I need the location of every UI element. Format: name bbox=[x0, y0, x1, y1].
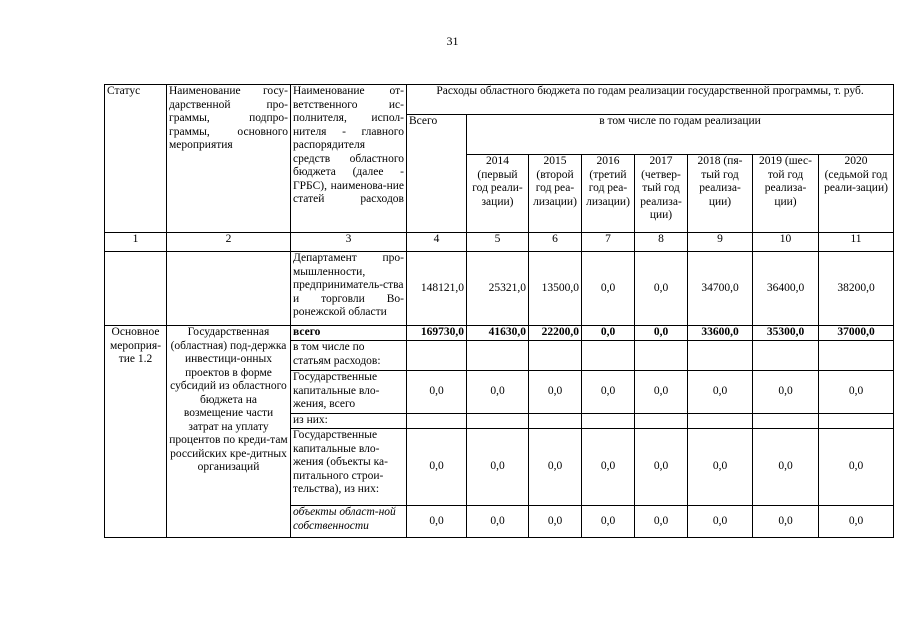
value-cell: 36400,0 bbox=[753, 252, 819, 326]
row-label: всего bbox=[291, 326, 407, 341]
value-cell bbox=[819, 414, 894, 429]
value-cell: 0,0 bbox=[635, 252, 688, 326]
header-year: 2015 (второй год реа-лизации) bbox=[529, 155, 582, 233]
value-cell: 0,0 bbox=[407, 506, 467, 538]
column-number: 8 bbox=[635, 233, 688, 252]
column-number: 11 bbox=[819, 233, 894, 252]
value-cell: 13500,0 bbox=[529, 252, 582, 326]
header-year: 2016 (третий год реа-лизации) bbox=[582, 155, 635, 233]
value-cell: 0,0 bbox=[819, 506, 894, 538]
column-number: 2 bbox=[167, 233, 291, 252]
value-cell: 0,0 bbox=[467, 429, 529, 506]
value-cell bbox=[582, 414, 635, 429]
value-cell: 0,0 bbox=[467, 506, 529, 538]
value-cell bbox=[407, 414, 467, 429]
header-program: Наименование госу-дарственной про-граммы, подпро-граммы, основного мероприятия bbox=[167, 85, 291, 233]
value-cell bbox=[819, 341, 894, 371]
value-cell: 38200,0 bbox=[819, 252, 894, 326]
value-cell: 0,0 bbox=[407, 429, 467, 506]
value-cell: 35300,0 bbox=[753, 326, 819, 341]
value-cell bbox=[407, 341, 467, 371]
header-year: 2014 (первый год реали-зации) bbox=[467, 155, 529, 233]
value-cell: 0,0 bbox=[467, 371, 529, 414]
value-cell bbox=[529, 341, 582, 371]
budget-table bbox=[104, 84, 894, 538]
value-cell: 0,0 bbox=[529, 371, 582, 414]
value-cell bbox=[688, 414, 753, 429]
value-cell: 0,0 bbox=[688, 429, 753, 506]
value-cell bbox=[635, 341, 688, 371]
column-numbers-row bbox=[105, 233, 894, 252]
column-number: 10 bbox=[753, 233, 819, 252]
value-cell: 0,0 bbox=[582, 252, 635, 326]
value-cell: 0,0 bbox=[407, 371, 467, 414]
value-cell: 0,0 bbox=[635, 429, 688, 506]
row-label: объекты област-ной собственности bbox=[291, 506, 407, 538]
row-label: из них: bbox=[291, 414, 407, 429]
value-cell: 0,0 bbox=[582, 429, 635, 506]
value-cell bbox=[467, 414, 529, 429]
column-number: 5 bbox=[467, 233, 529, 252]
measure-status: Основное мероприя-тие 1.2 bbox=[105, 326, 167, 538]
value-cell bbox=[688, 341, 753, 371]
value-cell: 0,0 bbox=[635, 326, 688, 341]
header-status: Статус bbox=[105, 85, 167, 233]
header-executor: Наименование от-ветственного ис-полнителя, испол-нителя - главного распорядителя средств областного бюджета (далее - ГРБС), наименова-ние статей расходов bbox=[291, 85, 407, 233]
empty-cell bbox=[105, 252, 167, 326]
row-label: в том числе по статьям расходов: bbox=[291, 341, 407, 371]
header-year: 2018 (пя-тый год реализа-ции) bbox=[688, 155, 753, 233]
value-cell: 0,0 bbox=[688, 371, 753, 414]
header-by-years: в том числе по годам реализации bbox=[467, 115, 894, 155]
value-cell bbox=[582, 341, 635, 371]
value-cell: 0,0 bbox=[819, 429, 894, 506]
header-year: 2017 (четвер-тый год реализа-ции) bbox=[635, 155, 688, 233]
value-cell: 0,0 bbox=[635, 506, 688, 538]
value-cell: 34700,0 bbox=[688, 252, 753, 326]
department-name: Департамент про-мышленности, предприниматель-ства и торговли Во-ронежской области bbox=[291, 252, 407, 326]
value-cell: 148121,0 bbox=[407, 252, 467, 326]
value-cell: 0,0 bbox=[529, 429, 582, 506]
value-cell: 37000,0 bbox=[819, 326, 894, 341]
value-cell bbox=[753, 341, 819, 371]
value-cell: 169730,0 bbox=[407, 326, 467, 341]
value-cell: 0,0 bbox=[582, 371, 635, 414]
value-cell: 0,0 bbox=[753, 506, 819, 538]
value-cell: 0,0 bbox=[753, 371, 819, 414]
value-cell bbox=[529, 414, 582, 429]
row-label: Государственные капитальные вло-жения (объекты ка-питального строи-тельства), из них: bbox=[291, 429, 407, 506]
column-number: 9 bbox=[688, 233, 753, 252]
column-number: 6 bbox=[529, 233, 582, 252]
table-row bbox=[105, 326, 894, 341]
column-number: 4 bbox=[407, 233, 467, 252]
value-cell: 0,0 bbox=[753, 429, 819, 506]
value-cell: 22200,0 bbox=[529, 326, 582, 341]
value-cell: 0,0 bbox=[688, 506, 753, 538]
value-cell bbox=[635, 414, 688, 429]
header-year: 2020 (седьмой год реали-зации) bbox=[819, 155, 894, 233]
measure-name: Государственная (областная) под-держка инвестици-онных проектов в форме субсидий из областного бюджета на возмещение части затрат на уплату процентов по креди-там российских кре-дитных организаций bbox=[167, 326, 291, 538]
value-cell bbox=[467, 341, 529, 371]
value-cell: 0,0 bbox=[529, 506, 582, 538]
value-cell: 33600,0 bbox=[688, 326, 753, 341]
header-total: Всего bbox=[407, 115, 467, 233]
column-number: 1 bbox=[105, 233, 167, 252]
column-number: 7 bbox=[582, 233, 635, 252]
header-expenses: Расходы областного бюджета по годам реализации государственной программы, т. руб. bbox=[407, 85, 894, 115]
value-cell: 0,0 bbox=[819, 371, 894, 414]
row-label: Государственные капитальные вло-жения, всего bbox=[291, 371, 407, 414]
header-row bbox=[105, 85, 894, 115]
column-number: 3 bbox=[291, 233, 407, 252]
value-cell bbox=[753, 414, 819, 429]
value-cell: 25321,0 bbox=[467, 252, 529, 326]
value-cell: 0,0 bbox=[582, 506, 635, 538]
value-cell: 41630,0 bbox=[467, 326, 529, 341]
table-row bbox=[105, 252, 894, 326]
value-cell: 0,0 bbox=[582, 326, 635, 341]
value-cell: 0,0 bbox=[635, 371, 688, 414]
empty-cell bbox=[167, 252, 291, 326]
page-number: 31 bbox=[446, 34, 459, 48]
header-year: 2019 (шес-той год реализа-ции) bbox=[753, 155, 819, 233]
